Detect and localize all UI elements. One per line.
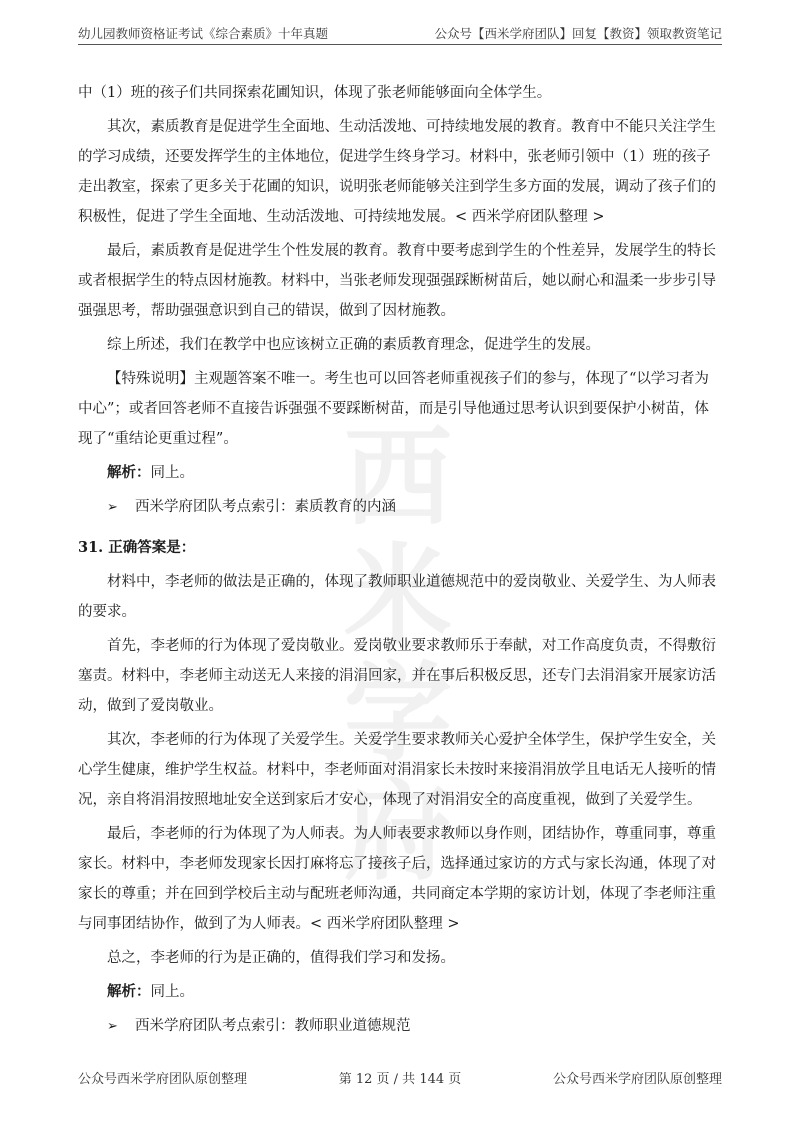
- watermark-line-1: 西米: [343, 416, 456, 659]
- index-bullet: [78, 492, 720, 523]
- index-text: 西米学府团队考点索引：教师职业道德规范: [135, 1018, 411, 1034]
- page-content: [78, 78, 720, 1046]
- analysis-text: 同上。: [150, 465, 194, 481]
- paragraph: 综上所述，我们在教学中也应该树立正确的素质教育理念，促进学生的发展。: [107, 337, 600, 353]
- paragraph: 其次，李老师的行为体现了关爱学生。关爱学生要求教师关心爱护全体学生，保护学生安全，关心学生健康，维护学生权益。材料中，李老师面对涓涓家长未按时来接涓涓放学且电话无人接听的情况，亲自将涓涓按照地址安全送到家后才安心，体现了对涓涓安全的高度重视，做到了关爱学生。: [78, 732, 716, 808]
- paragraph: 总之，李老师的行为是正确的，值得我们学习和发扬。: [107, 950, 455, 966]
- analysis-text: 同上。: [150, 984, 194, 1000]
- index-bullet: [78, 1011, 720, 1042]
- analysis-line: [78, 977, 720, 1007]
- paragraph-continued: 中（1）班的孩子们共同探索花圃知识，体现了张老师能够面向全体学生。: [78, 85, 552, 101]
- paragraph: 最后，李老师的行为体现了为人师表。为人师表要求教师以身作则，团结协作，尊重同事，尊重家长。材料中，李老师发现家长因打麻将忘了接孩子后，选择通过家访的方式与家长沟通，体现了对家长的尊重；并在回到学校后主动与配班老师沟通，共同商定本学期的家访计划，体现了李老师注重与同事团结协作，做到了为人师表。< 西米学府团队整理 >: [78, 826, 716, 932]
- page-header: [78, 18, 722, 45]
- footer-left: 公众号西米学府团队原创整理: [78, 1072, 248, 1087]
- footer-right: 公众号西米学府团队原创整理: [552, 1072, 722, 1087]
- page-footer: [78, 1068, 722, 1087]
- paragraph: 首先，李老师的行为体现了爱岗敬业。爱岗敬业要求教师乐于奉献，对工作高度负责，不得敷衍塞责。材料中，李老师主动送无人来接的涓涓回家，并在事后积极反思，还专门去涓涓家开展家访活动，做到了爱岗敬业。: [78, 638, 716, 714]
- watermark-line-2: 学府: [343, 652, 456, 895]
- header-right-note: 公众号【西米学府团队】回复【教资】领取教资笔记: [434, 26, 722, 41]
- arrow-bullet-icon: ➢: [107, 500, 118, 515]
- question-title: 31. 正确答案是：: [78, 539, 196, 556]
- arrow-bullet-icon: ➢: [107, 1019, 118, 1034]
- analysis-label: 解析：: [107, 983, 151, 1000]
- analysis-label: 解析：: [107, 464, 151, 481]
- index-text: 西米学府团队考点索引：素质教育的内涵: [135, 499, 396, 515]
- paragraph: 最后，素质教育是促进学生个性发展的教育。教育中要考虑到学生的个性差异，发展学生的特长或者根据学生的特点因材施教。材料中，当张老师发现强强踩断树苗后，她以耐心和温柔一步步引导强强思考，帮助强强意识到自己的错误，做到了因材施教。: [78, 243, 716, 319]
- paragraph: 其次，素质教育是促进学生全面地、生动活泼地、可持续地发展的教育。教育中不能只关注学生的学习成绩，还要发挥学生的主体地位，促进学生终身学习。材料中，张老师引领中（1）班的孩子走出教室，探索了更多关于花圃的知识，说明张老师能够关注到学生多方面的发展，调动了孩子们的积极性，促进了学生全面地、生动活泼地、可持续地发展。< 西米学府团队整理 >: [78, 119, 716, 225]
- special-note: 【特殊说明】主观题答案不唯一。考生也可以回答老师重视孩子们的参与，体现了“以学习者为中心”；或者回答老师不直接告诉强强不要踩断树苗，而是引导他通过思考认识到要保护小树苗，体现了“重结论更重过程”。: [78, 371, 709, 447]
- page-number: 第 12 页 / 共 144 页: [338, 1072, 462, 1087]
- analysis-line: [78, 458, 720, 488]
- header-left-title: 幼儿园教师资格证考试《综合素质》十年真题: [78, 26, 329, 41]
- paragraph: 材料中，李老师的做法是正确的，体现了教师职业道德规范中的爱岗敬业、关爱学生、为人师表的要求。: [78, 574, 716, 620]
